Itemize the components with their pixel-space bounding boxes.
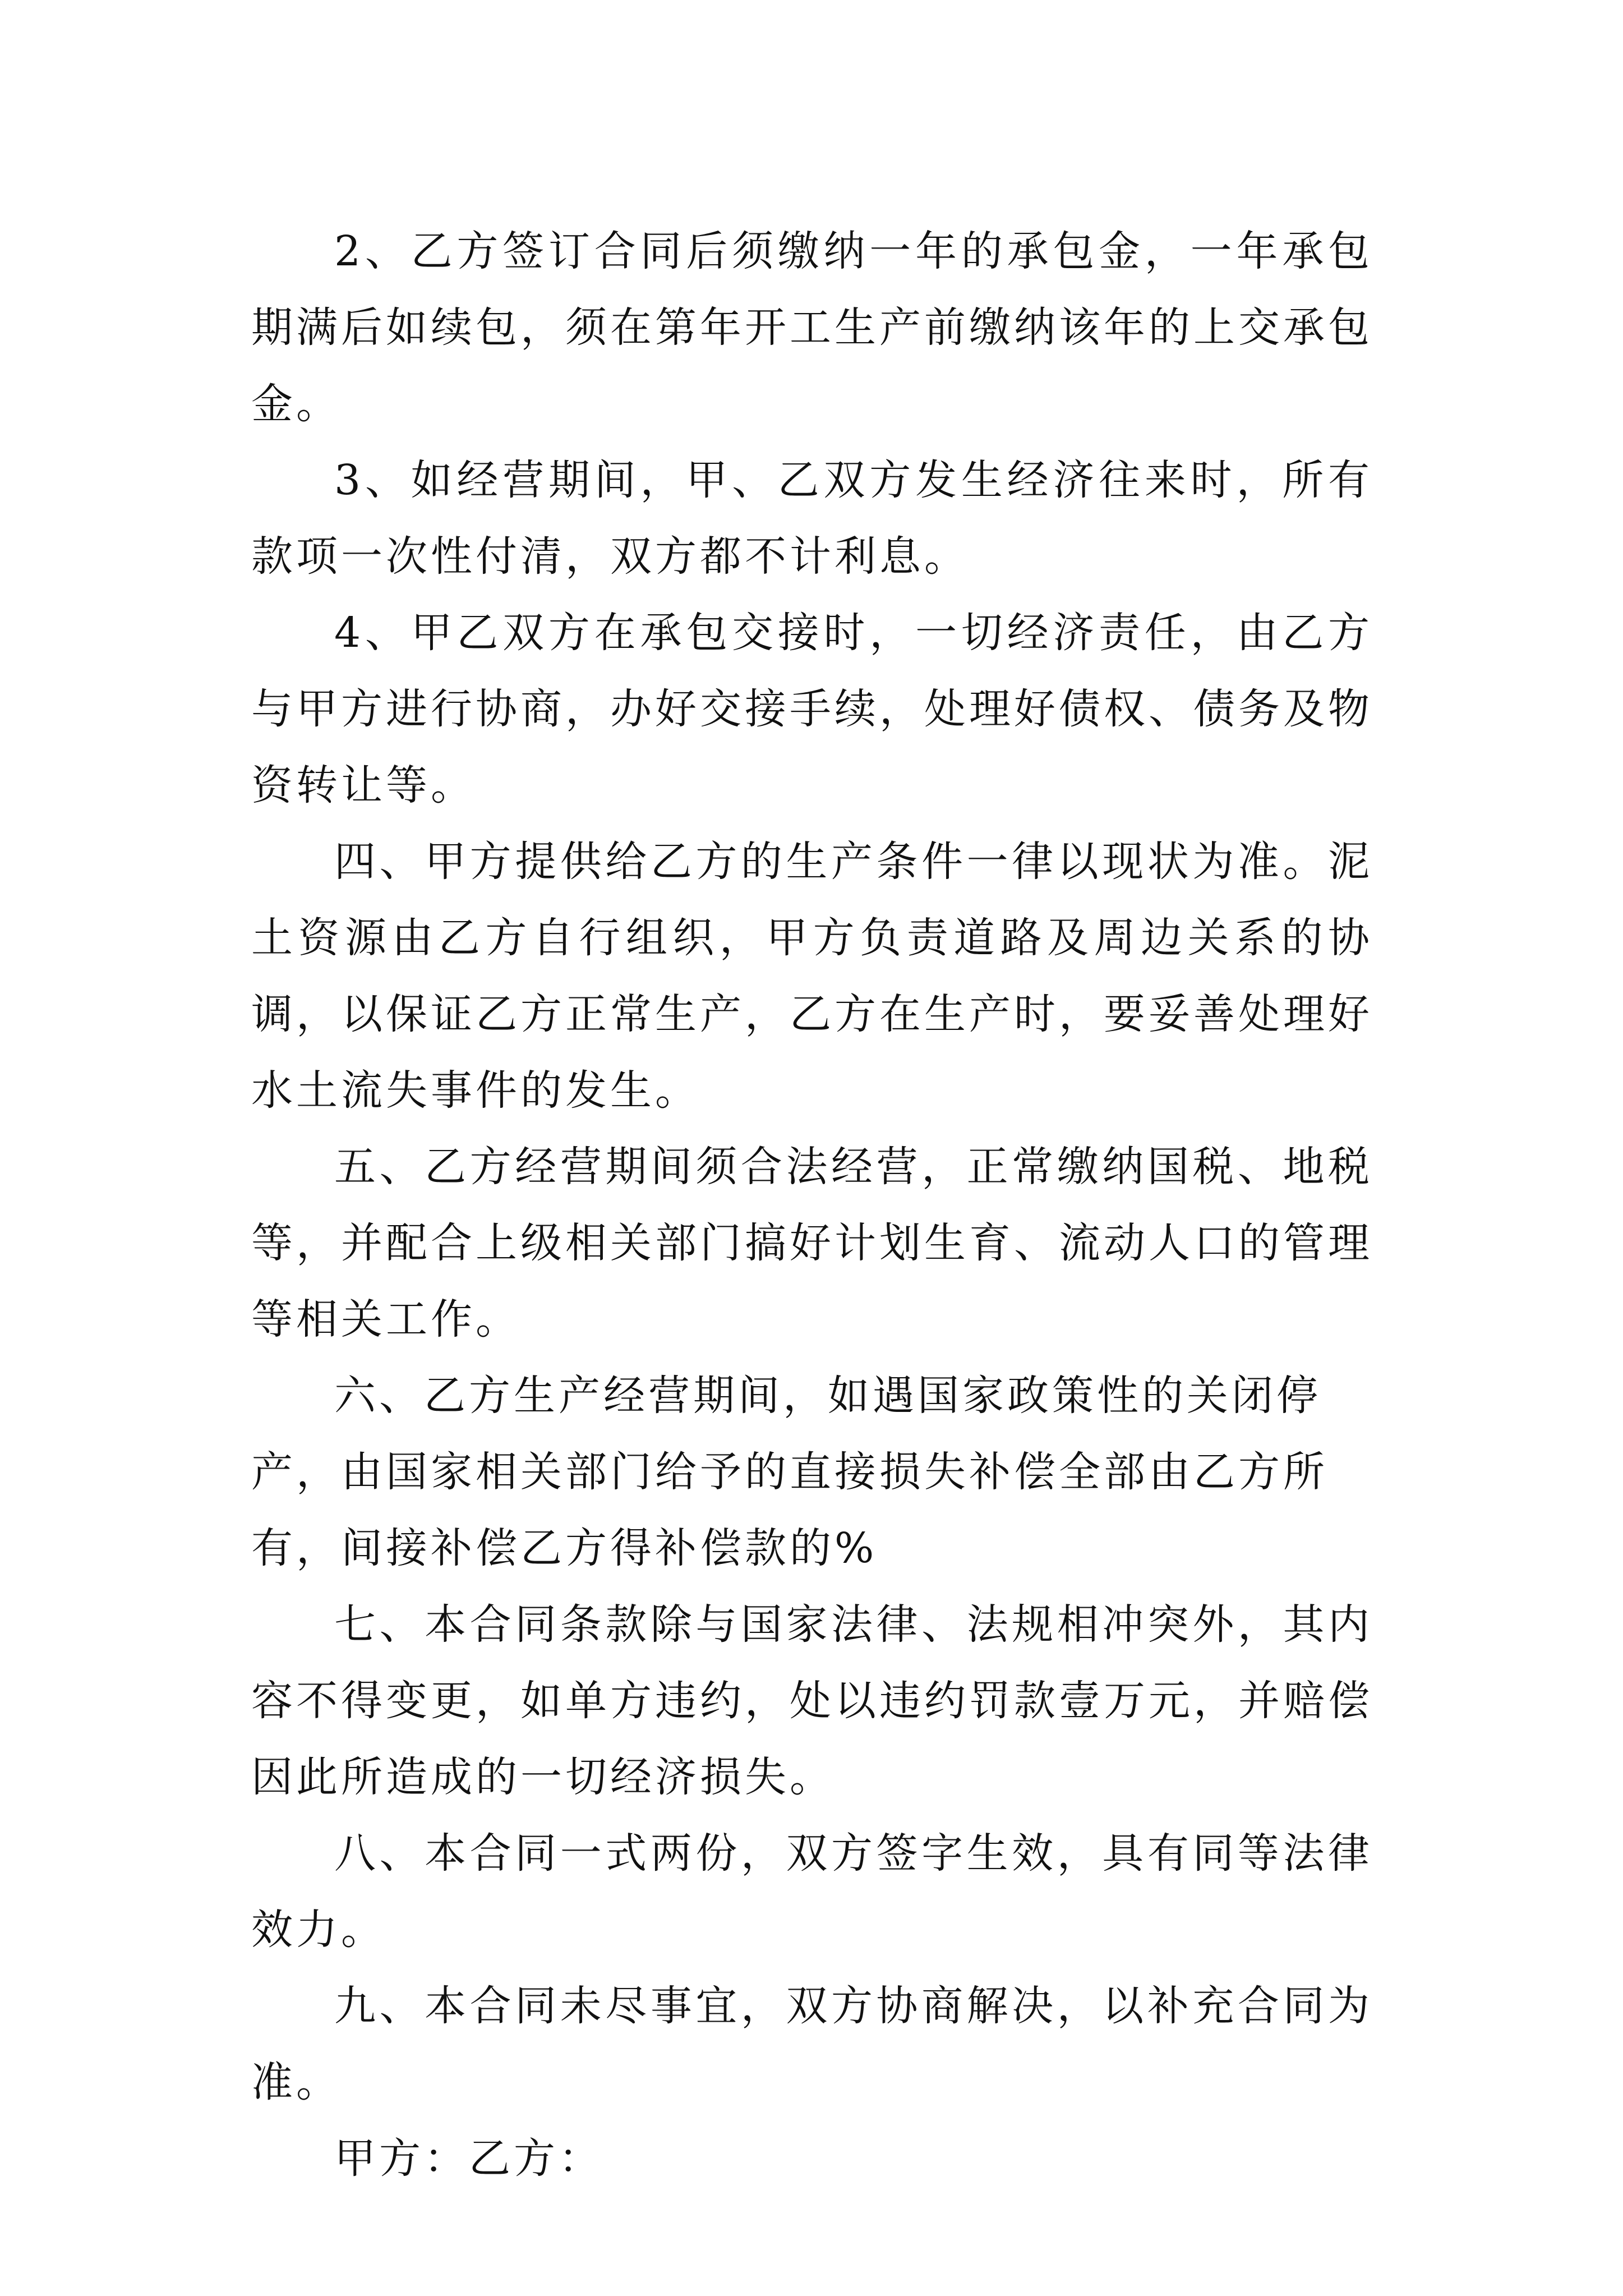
article-9-supplement: 九、本合同未尽事宜，双方协商解决，以补充合同为准。 <box>251 1982 1373 2106</box>
clause-2-payment: 2、乙方签订合同后须缴纳一年的承包金，一年承包期满后如续包，须在第年开工生产前缴纳该年的上交承包金。 <box>251 227 1373 428</box>
article-4-conditions: 四、甲方提供给乙方的生产条件一律以现状为准。泥土资源由乙方自行组织，甲方负责道路及周边关系的协调，以保证乙方正常生产，乙方在生产时，要妥善处理好水土流失事件的发生。 <box>251 838 1373 1115</box>
article-6-compensation: 六、乙方生产经营期间，如遇国家政策性的关闭停产，由国家相关部门给予的直接损失补偿全部由乙方所有，间接补偿乙方得补偿款的% <box>251 1372 1328 1572</box>
clause-4-handover: 4、甲乙双方在承包交接时，一切经济责任，由乙方与甲方进行协商，办好交接手续，处理好债权、债务及物资转让等。 <box>251 609 1373 809</box>
article-5-legal-operation: 五、乙方经营期间须合法经营，正常缴纳国税、地税等，并配合上级相关部门搞好计划生育、流动人口的管理等相关工作。 <box>251 1143 1373 1343</box>
article-7-terms: 七、本合同条款除与国家法律、法规相冲突外，其内容不得变更，如单方违约，处以违约罚款壹万元，并赔偿因此所造成的一切经济损失。 <box>251 1600 1373 1801</box>
contract-body <box>251 213 1373 2197</box>
article-8-copies: 八、本合同一式两份，双方签字生效，具有同等法律效力。 <box>251 1829 1373 1954</box>
clause-3-settlement: 3、如经营期间，甲、乙双方发生经济往来时，所有款项一次性付清，双方都不计利息。 <box>251 456 1373 581</box>
signature-line: 甲方：乙方： <box>334 2134 603 2183</box>
